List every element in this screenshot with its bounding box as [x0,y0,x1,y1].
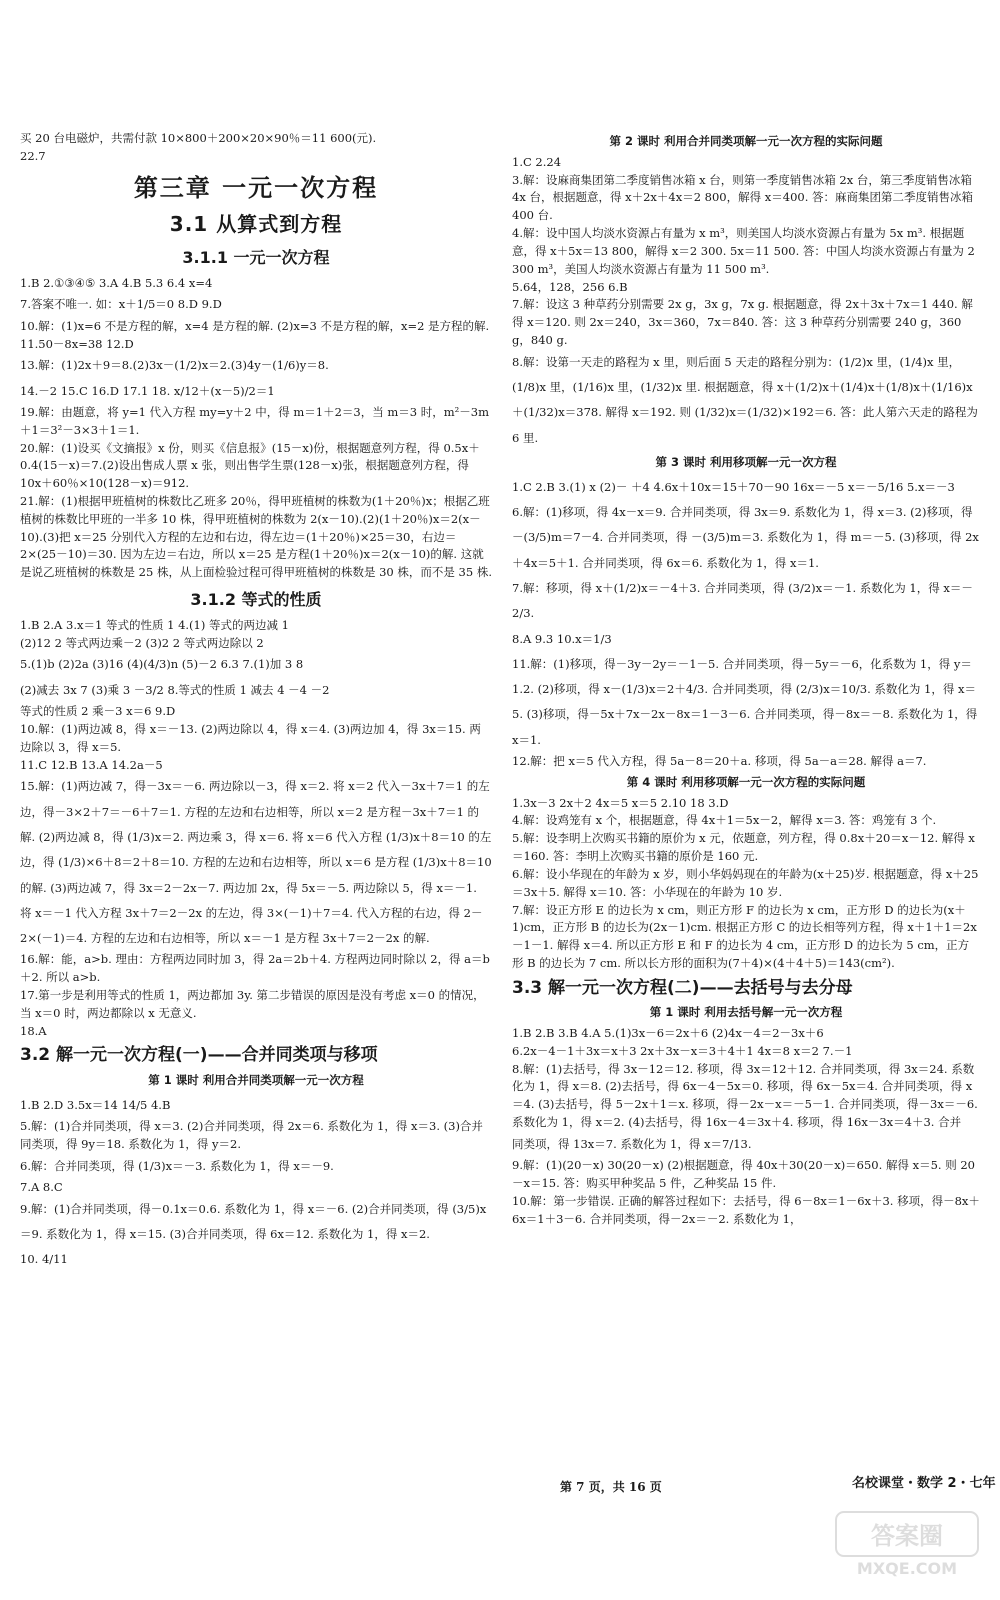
answer-line: 10.解：(1)x=6 不是方程的解，x=4 是方程的解. (2)x=3 不是方程的解，x=2 是方程的解. [20,318,490,333]
lesson-title: 第 4 课时 利用移项解一元一次方程的实际问题 [626,774,866,789]
subsection-title: 3.1.2 等式的性质 [190,590,322,610]
answer-line: 7.答案不唯一. 如：x＋1/5＝0 8.D 9.D [20,297,222,312]
answer-line: 7.A 8.C [20,1179,63,1194]
left-column [20,130,492,1273]
answer-line: 8.解：设第一天走的路程为 x 里，则后面 5 天走的路程分别为：(1/2)x 里，(1/4)x 里，(1/8)x 里，(1/16)x 里，(1/32)x 里. 根据题意，得 x＋(1/2)x＋(1/4)x＋(1/8)x＋(1/16)x＋(1/32)x＝378. 解得 x＝192. 则 (1/32)x＝(1/32)×192＝6. 答：此人第六天走的路程为 6 里. [512,354,978,445]
answer-line: 11.解：(1)移项，得－3y－2y＝－1－5. 合并同类项，得－5y＝－6，化系数为 1，得 y＝1.2. (2)移项，得 x－(1/3)x＝2＋4/3. 合并同类项，得 (2/3)x＝10/3. 系数化为 1，得 x＝5. (3)移项，得－5x＋7x－2x－8x＝1－3－6. 合并同类项，得－8x＝－8. 系数化为 1，得 x＝1. [512,656,978,747]
answer-line: 5.64，128，256 6.B [512,279,628,294]
lesson-title: 第 1 课时 利用去括号解一元一次方程 [649,1005,843,1020]
answer-line: 8.解：(1)去括号，得 3x－12＝12. 移项，得 3x＝12＋12. 合并同类项，得 3x＝24. 系数化为 1，得 x＝8. (2)去括号，得 6x－4－5x＝0. 移项，得 6x－5x＝4. 合并同类项，得 x＝4. (3)去括号，得 5－2x＋1＝x. 移项，得－2x－x＝－5－1. 合并同类项，得－3x＝－6. 系数化为 1，得 x＝2. (4)去括号，得 16x－4＝3x＋4. 移项，得 16x－3x＝4＋3. 合并 [512,1061,978,1129]
answer-line: 1.C 2.24 [512,154,562,169]
answer-line: 9.解：(1)(20－x) 30(20－x) (2)根据题意，得 40x＋30(20－x)＝650. 解得 x＝5. 则 20－x＝15. 答：购买甲种奖品 5 件，乙种奖品 15 件. [512,1158,975,1190]
answer-line: 5.解：设李明上次购买书籍的原价为 x 元，依题意，列方程，得 0.8x＋20＝x－12. 解得 x＝160. 答：李明上次购买书籍的原价是 160 元. [512,831,975,864]
watermark-logo [832,1508,982,1580]
answer-line: 8.A 9.3 10.x＝1/3 [512,631,612,646]
answer-line: 10.解：(1)两边减 8，得 x＝－13. (2)两边除以 4，得 x＝4. (3)两边加 4，得 3x＝15. 两边除以 3，得 x＝5. [20,721,481,754]
answer-line: 1.B 2.D 3.5x＝14 14/5 4.B [20,1097,171,1112]
answer-line: 5.解：(1)合并同类项，得 x＝3. (2)合并同类项，得 2x＝6. 系数化为 1，得 x＝3. (3)合并同类项，得 9y＝18. 系数化为 1，得 y＝2. [20,1118,483,1151]
answer-line: 1.3x－3 2x＋2 4x＝5 x＝5 2.10 18 3.D [512,795,729,810]
answer-line: 7.解：设正方形 E 的边长为 x cm，则正方形 F 的边长为 x cm，正方形 D 的边长为(x＋1)cm，正方形 B 的边长为(2x－1)cm. 根据正方形 C 的边长相等列方程，得 x＋1＋1＝2x－1－1. 解得 x＝4. 所以正方形 E 和 F 的边长为 4 cm，正方形 D 的边长为 5 cm，正方形 B 的边长为 7 cm. 所以长方形的面积为(7＋4)×(4＋4＋5)＝143(cm²). [512,902,977,970]
answer-line: 6.解：(1)移项，得 4x－x＝9. 合并同类项，得 3x＝9. 系数化为 1，得 x＝3. (2)移项，得 －(3/5)m＝7－4. 合并同类项，得 －(3/5)m＝3. 系数化为 1，得 m＝－5. (3)移项，得 2x＋4x＝5＋1. 合并同类项，得 6x＝6. 系数化为 1，得 x＝1. [512,505,979,570]
lesson-title: 第 3 课时 利用移项解一元一次方程 [655,454,837,469]
answer-line: 11.C 12.B 13.A 14.2a－5 [20,757,163,772]
answer-line: 16.解：能，a>b. 理由：方程两边同时加 3，得 2a＝2b＋4. 方程两边同时除以 2，得 a＝b＋2. 所以 a>b. [20,952,490,985]
answer-line: 21.解：(1)根据甲班植树的株数比乙班多 20％，得甲班植树的株数为(1＋20％)x；根据乙班植树的株数比甲班的一半多 10 株，得甲班植树的株数为 2(x－10).(2)(1＋20％)x＝2(x－10).(3)把 x＝25 分别代入方程的左边和右边，得左边＝(1＋20％)×25＝30，右边＝2×(25－10)＝30. 因为左边＝右边，所以 x＝25 是方程(1＋20％)x＝2(x－10)的解. 这就是说乙班植树的株数是 25 株，从上面检验过程可得甲班植树的株数是 30 株，而不是 35 株. [20,494,492,580]
answer-line: 13.解：(1)2x＋9＝8.(2)3x－(1/2)x＝2.(3)4y－(1/6)y＝8. [20,358,329,373]
answer-line: 6.2x－4－1＋3x＝x＋3 2x＋3x－x＝3＋4＋1 4x＝8 x＝2 7.－1 [512,1043,853,1058]
watermark-text: 答案圈 [871,1522,943,1550]
answer-line: (2)12 2 等式两边乘－2 (3)2 2 等式两边除以 2 [20,635,264,650]
answer-line: 5.(1)b (2)2a (3)16 (4)(4/3)n (5)－2 6.3 7.(1)加 3 8 [20,657,304,672]
answer-line: 15.解：(1)两边减 7，得－3x＝－6. 两边除以－3，得 x＝2. 将 x＝2 代入－3x＋7＝1 的左边，得－3×2＋7＝－6＋7＝1. 方程的左边和右边相等，所以 x＝2 是方程－3x＋7＝1 的解. (2)两边减 8，得 (1/3)x＝2. 两边乘 3，得 x＝6. 将 x＝6 代入方程 (1/3)x＋8＝10 的左边，得 (1/3)×6＋8＝2＋8＝10. 方程的左边和右边相等，所以 x＝6 是方程 (1/3)x＋8＝10 的解. (3)两边减 7，得 3x＝2－2x－7. 两边加 2x，得 5x＝－5. 两边除以 5，得 x＝－1. 将 x＝－1 代入方程 3x＋7＝2－2x 的左边，得 3×(－1)＋7＝4. 代入方程的右边，得 2－2×(－1)＝4. 方程的左边和右边相等，所以 x＝－1 是方程 3x＋7＝2－2x 的解. [20,779,492,946]
answer-line: 11.50－8x=38 12.D [20,336,134,351]
answer-line: 12.解：把 x＝5 代入方程，得 5a－8＝20＋a. 移项，得 5a－a＝28. 解得 a＝7. [512,754,927,769]
answer-line: (2)减去 3x 7 (3)乘 3 －3/2 8.等式的性质 1 减去 4 －4 －2 [20,682,330,697]
answer-line: 20.解：(1)设买《文摘报》x 份，则买《信息报》(15－x)份，根据题意列方程，得 0.5x＋0.4(15－x)＝7.(2)设出售成人票 x 张，则出售学生票(128－x)张，根据题意列方程，得 10x＋60％×10(128－x)＝912. [20,440,480,491]
page-number: 第 7 页，共 16 页 [560,1480,662,1494]
answer-line: 14.－2 15.C 16.D 17.1 18. x/12＋(x－5)/2＝1 [20,383,275,398]
answer-line: 22.7 [20,148,46,163]
answer-line: 同类项，得 13x＝7. 系数化为 1，得 x＝7/13. [512,1136,752,1151]
answer-line: 6.解：合并同类项，得 (1/3)x＝－3. 系数化为 1，得 x＝－9. [20,1158,334,1173]
right-column [512,130,980,1228]
answer-line: 19.解：由题意，将 y=1 代入方程 my=y＋2 中，得 m＝1＋2＝3，当 m＝3 时，m²－3m＋1＝3²－3×3＋1＝1. [20,404,489,437]
answer-line: 18.A [20,1023,47,1038]
answer-line: 10.解：第一步错误. 正确的解答过程如下：去括号，得 6－8x＝1－6x＋3. 移项，得－8x＋6x＝1＋3－6. 合并同类项，得－2x＝－2. 系数化为 1， [512,1193,980,1226]
answer-line: 1.B 2.A 3.x＝1 等式的性质 1 4.(1) 等式的两边减 1 [20,617,289,632]
book-label: 名校课堂・数学 2・七年 [852,1476,996,1491]
section-title: 3.3 解一元一次方程(二)——去括号与去分母 [512,977,853,998]
watermark-icon [832,1508,982,1580]
chapter-title: 第三章 一元一次方程 [133,173,379,202]
lesson-title: 第 2 课时 利用合并同类项解一元一次方程的实际问题 [609,134,883,148]
answer-line: 1.B 2.①③④⑤ 3.A 4.B 5.3 6.4 x=4 [20,275,213,290]
lesson-title: 第 1 课时 利用合并同类项解一元一次方程 [148,1072,364,1087]
section-title: 3.2 解一元一次方程(一)——合并同类项与移项 [20,1045,378,1066]
watermark-subtext: MXQE.COM [856,1559,958,1578]
answer-line: 17.第一步是利用等式的性质 1，两边都加 3y. 第二步错误的原因是没有考虑 x＝0 的情况，当 x＝0 时，两边都除以 x 无意义. [20,988,485,1020]
answer-line: 6.解：设小华现在的年龄为 x 岁，则小华妈妈现在的年龄为(x＋25)岁. 根据题意，得 x＋25＝3x＋5. 解得 x＝10. 答：小华现在的年龄为 10 岁. [512,866,979,899]
answer-line: 等式的性质 2 乘－3 x＝6 9.D [20,704,176,719]
subsection-title: 3.1.1 一元一次方程 [182,247,330,267]
answer-line: 10. 4/11 [20,1252,68,1267]
answer-line: 1.C 2.B 3.(1) x (2)－ ＋4 4.6x＋10x＝15＋70－90 16x＝－5 x＝－5/16 5.x＝－3 [512,479,955,494]
answer-line: 3.解：设麻商集团第二季度销售冰箱 x 台，则第一季度销售冰箱 2x 台，第三季度销售冰箱 4x 台，根据题意，得 x＋2x＋4x＝2 800，解得 x＝400. 答：麻商集团第二季度销售冰箱 400 台. [512,172,974,223]
answer-line: 7.解：移项，得 x＋(1/2)x＝－4＋3. 合并同类项，得 (3/2)x＝－1. 系数化为 1，得 x＝－2/3. [512,580,973,621]
answer-line: 4.解：设鸡笼有 x 个，根据题意，得 4x＋1＝5x－2，解得 x＝3. 答：鸡笼有 3 个. [512,813,937,828]
answer-line: 买 20 台电磁炉，共需付款 10×800＋200×20×90％＝11 600(元). [20,131,377,145]
answer-line: 1.B 2.B 3.B 4.A 5.(1)3x－6＝2x＋6 (2)4x－4＝2－3x＋6 [512,1025,824,1040]
answer-line: 9.解：(1)合并同类项，得－0.1x＝0.6. 系数化为 1，得 x＝－6. (2)合并同类项，得 (3/5)x＝9. 系数化为 1，得 x＝15. (3)合并同类项，得 6x＝12. 系数化为 1，得 x＝2. [20,1201,487,1241]
answer-line: 7.解：设这 3 种草药分别需要 2x g，3x g，7x g. 根据题意，得 2x＋3x＋7x＝1 440. 解得 x＝120. 则 2x＝240，3x＝360，7x＝840. 答：这 3 种草药分别需要 240 g，360 g，840 g. [512,297,973,347]
answer-line: 4.解：设中国人均淡水资源占有量为 x m³，则美国人均淡水资源占有量为 5x m³. 根据题意，得 x＋5x＝13 800，解得 x＝2 300. 5x＝11 500. 答：中国人均淡水资源占有量为 2 300 m³，美国人均淡水资源占有量为 11 500 m³. [512,226,975,276]
section-title: 3.1 从算式到方程 [169,211,343,236]
